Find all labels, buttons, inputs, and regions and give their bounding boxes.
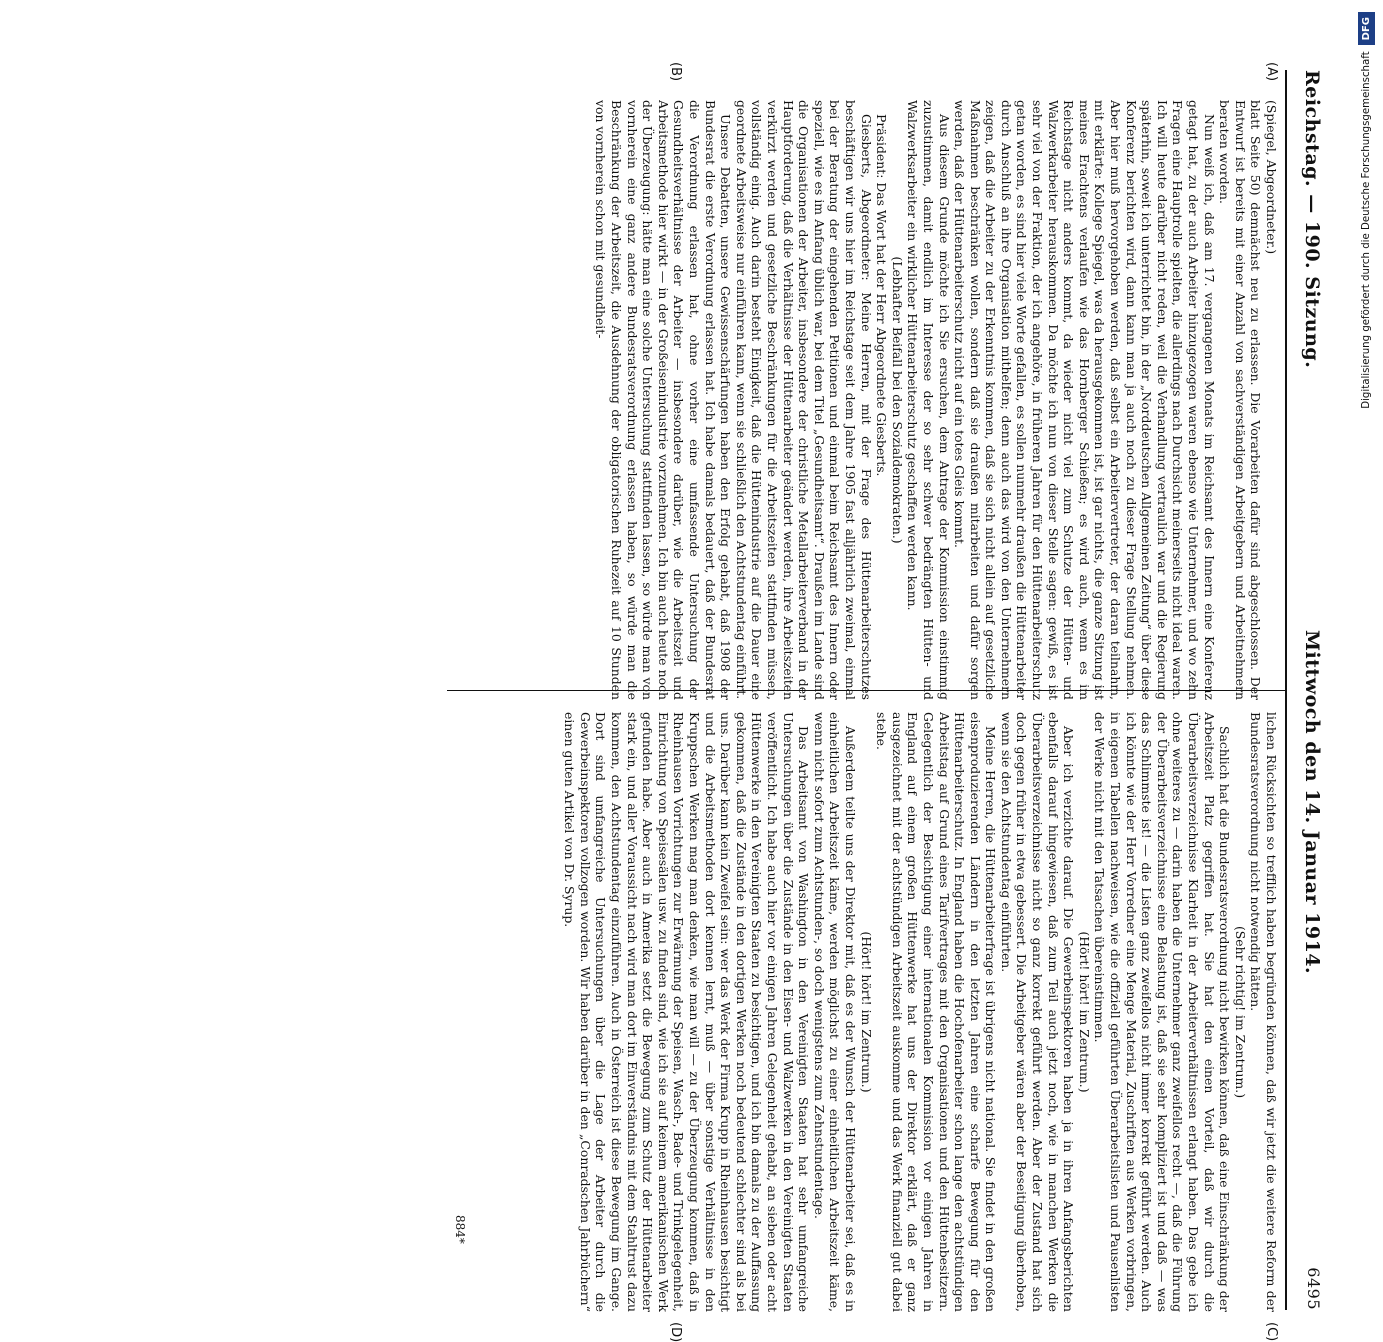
interjection: (Hört! hört! im Zentrum.) — [858, 931, 874, 1093]
paragraph: Unsere Debatten, unsere Gewissenschärfungen haben den Erfolg gehabt, daß 1908 der Bundesrat die erste Verordnung erlassen hat. Ich habe damals bedauert, daß der Bundesrat die Verordnung erlassen hat, ohne vorher eine umfassende Untersuchung der Gesundheitsverhältnisse der Arbeiter — insbesondere darüber, wie die Arbeitszeit und Arbeitsmethode hier wirkt — in der Großeisenindustrie vorzunehmen. Ich bin auch heute noch der Überzeugung: hätte man eine solche Untersuchung stattfinden lassen, so würde man von vornherein eine ganz andere Bundesratsverordnung erlassen haben, so würde man die Beschränkung der Arbeitszeit, die Ausdehnung der obligatorischen Ruhezeit auf 10 Stunden von vornherein schon mit gesundheit- — [593, 100, 734, 700]
page-header — [1293, 70, 1327, 1310]
signature-number: 884* — [453, 1215, 467, 1244]
paragraph: Aber ich verzichte darauf. Die Gewerbeinspektoren haben ja in ihren Anfangsberichten ebenfalls darauf hingewiesen, daß zum Teil auch jetzt noch, wie in manchen Werken die Überarbeitsverzeichnisse nicht so ganz korrekt geführt werden. Aber der Zustand hat sich doch gegen früher in etwa gebessert. Die Arbeitgeber wären aber der Beseitigung überhoben, wenn sie den Achtstundentag einführten. — [998, 712, 1077, 1312]
paragraph: Aus diesem Grunde möchte ich Sie ersuchen, dem Antrage der Kommission einstimmig zuzustimmen, damit endlich im Interesse der so sehr schwer bedrängten Hütten- und Walzwerksarbeiter ein wirklicher Hüttenarbeiterschutz geschaffen werden kann. — [905, 100, 952, 700]
paragraph: Präsident: Das Wort hat der Herr Abgeordnete Giesberts. — [874, 114, 890, 477]
header-left: Reichstag. — 190. Sitzung. — [1301, 70, 1323, 369]
speaker-line: (Spiegel, Abgeordneter.) — [1264, 100, 1279, 255]
margin-marker-c: (C) — [1264, 1322, 1279, 1342]
digitization-note — [1355, 12, 1377, 988]
applause-note: (Lebhafter Beifall bei den Sozialdemokraten.) — [889, 256, 905, 544]
paragraph: lichen Rücksichten so trefflich haben begründen können, daß wir jetzt die weitere Reform der Bundesratsverordnung nicht notwendig hätten. — [1248, 712, 1279, 1312]
margin-marker-d: (D) — [668, 1322, 683, 1342]
paragraph: Meine Herren, die Hüttenarbeiterfrage ist übrigens nicht national. Sie findet in den großen eisenproduzierenden Ländern in den letzten Jahren eine scharfe Bewegung für den Hüttenarbeiterschutz. In England haben die Hochofenarbeiter schon lange den achtstündigen Arbeitstag auf Grund eines Tarifvertrages mit den Organisationen und den Hüttenbesitzern. Gelegentlich der Besichtigung einer internationalen Kommission vor einigen Jahren in England auf einem großen Hüttenwerke hat uns der Direktor erklärt, daß er ganz ausgezeichnet mit der achtstündigen Arbeitszeit auskomme und das Werk finanziell gut dabei stehe. — [874, 712, 999, 1312]
paragraph: blatt Seite 50) demnächst neu zu erlassen. Die Vorarbeiten dafür sind abgeschlossen. Der Entwurf ist bereits mit einer Anzahl von sachverständigen Arbeitgebern und Arbeitnehmern beraten worden. — [1217, 100, 1264, 700]
interjection: (Hört! hört! im Zentrum.) — [1076, 931, 1092, 1093]
margin-marker-a: (A) — [1264, 62, 1279, 82]
paragraph: Sachlich hat die Bundesratsverordnung nicht bewirken können, daß eine Einschränkung der Arbeitszeit Platz gegriffen hat. Sie hat den einen Vorteil, daß wir durch die Überarbeitsverzeichnisse Klarheit in der Arbeiterverhältnissen erlangt haben. Das gebe ich ohne weiteres zu — darin haben die Unternehmer ganz zweifellos recht —, daß die Führung der Überarbeitsverzeichnisse eine Belastung ist, daß sie sehr kompliziert ist und daß — was das Schlimmste ist! — die Listen ganz zweifellos nicht immer korrekt geführt werden. Auch ich könnte wie der Herr Vorredner eine Menge Material, Zuschriften aus Werken vorbringen, in eigenen Tabellen nachweisen, wie die offiziell geführten Überarbeitslisten und Pausenlisten der Werke nicht mit den Tatsachen übereinstimmen. — [1092, 712, 1233, 1312]
paragraph: Außerdem teilte uns der Direktor mit, daß es der Wunsch der Hüttenarbeiter sei, daß es in einheitlichen Arbeitszeit käme, werden möglichst zu einer einheitlichen Arbeitszeit käme, wenn nicht sofort zum Achtstunden-, so doch wenigstens zum Zehnstundentage. — [811, 712, 858, 1312]
paragraph: Giesberts, Abgeordneter: Meine Herren, mit der Frage des Hüttenarbeiterschutzes beschäftigen wir uns hier im Reichstage seit dem Jahre 1905 fast alljährlich zweimal, einmal bei der Beratung der eingehenden Petitionen und einmal beim Reichsamt des Innern oder speziell, wie es im Anfang üblich war, bei dem Titel „Gesundheitsamt“. Draußen im Lande sind die Organisationen der Arbeiter, insbesondere der christliche Metallarbeiterverband in der Hauptforderung, daß die Verhältnisse der Hüttenarbeiter geändert werden, ihre Arbeitszeiten verkürzt werden und gesetzliche Beschränkungen für die Arbeitszeiten stattfinden müssen, vollständig einig. Auch darin besteht Einigkeit, daß die Hüttenindustrie auf die Dauer eine geordnete Arbeitsweise nur einführen kann, wenn sie schließlich den Achtstundentag einführt. — [733, 100, 874, 700]
dfg-logo: DFG — [1358, 12, 1375, 45]
margin-marker-b: (B) — [668, 62, 683, 82]
left-column — [449, 100, 1279, 700]
right-column — [449, 712, 1279, 1312]
paragraph: Das Arbeitsamt von Washington in den Vereinigten Staaten hat sehr umfangreiche Untersuchungen über die Zustände in den Eisen- und Walzwerken in den Vereinigten Staaten veröffentlicht. Ich habe auch hier vor einigen Jahren Gelegenheit gehabt, an sieben oder acht Hüttenwerke in den Vereinigten Staaten zu besichtigen, und ich bin damals zu der Auffassung gekommen, daß die Zustände in den dortigen Werken noch bedeutend schlechter sind als bei uns. Darüber kann kein Zweifel sein: wer das Werk der Firma Krupp in Rheinhausen besichtigt und die Arbeitsmethoden dort kennen lernt, muß — über sonstige Verhältnisse in den Kruppschen Werken mag man denken, wie man will — zu der Überzeugung kommen, daß in Rheinhausen Vorrichtungen zur Erwärmung der Speisen, Wasch-, Bade- und Trinkgelegenheit, Einrichtung von Speisesälen usw. zu finden sind, wie ich sie auf keinem amerikanischen Werk gefunden habe. Aber auch in Amerika setzt die Bewegung zum Schutz der Hüttenarbeiter stark ein, und aller Voraussicht nach wird man dort im Einverständnis mit dem Stahltrust dazu kommen, den Achtstundentag einzuführen. Auch in Österreich ist diese Bewegung im Gange. Dort sind umfangreiche Untersuchungen über die Lage der Arbeiter durch die Gewerbeinspektoren vollzogen worden. Wir haben darüber in den „Conradschen Jahrbüchern“ einen guten Artikel von Dr. Syrup. — [562, 712, 812, 1312]
interjection: (Sehr richtig! im Zentrum.) — [1232, 925, 1248, 1099]
page-number: 6495 — [1304, 1267, 1323, 1310]
funding-text: Digitalisierung gefördert durch die Deutsche Forschungsgemeinschaft — [1360, 51, 1372, 409]
header-date: Mittwoch den 14. Januar 1914. — [1301, 630, 1323, 975]
paragraph: Nun weiß ich, daß am 17. vergangenen Monats im Reichsamt des Innern eine Konferenz getagt hat, zu der auch Arbeiter hinzugezogen waren ebenso wie Unternehmer, und wo zehn Fragen eine Hauptrolle spielten, die allerdings nach Durchsicht meinerseits nicht ideal waren. Ich will heute darüber nicht reden, weil die Verhandlung vertraulich war und die Regierung späterhin, soweit ich unterrichtet bin, in der „Norddeutschen Allgemeinen Zeitung“ über diese Konferenz berichten wird, dann kann man ja auch noch zu dieser Frage Stellung nehmen. Aber hier muß hervorgehoben werden, daß selbst ein Arbeitervertreter, der daran teilnahm, mit erklärte: Kollege Spiegel, was da herausgekommen ist, ist gar nichts, die ganze Sitzung ist meines Erachtens verlaufen wie das Hornberger Schießen; es wird auch, wenn es im Reichstage nicht anders kommt, da wieder nicht viel zum Schutze der Hütten- und Walzwerkarbeiter herauskommen. Da möchte ich nun von dieser Stelle sagen: gewiß, es ist sehr viel von der Fraktion, der ich angehöre, in früheren Jahren für den Hüttenarbeiterschutz getan worden, es sind hier viele Worte gefallen, es sollen nunmehr draußen die Hüttenarbeiter durch Anschluß an ihre Organisation mithelfen; denn auch das wird von den Unternehmern zeigen, daß die Arbeiter zu der Erkenntnis kommen, daß sie sich nicht allein auf gesetzliche Maßnahmen beschränken wollen, sondern daß sie draußen mitarbeiten und dafür sorgen werden, daß der Hüttenarbeiterschutz nicht auf ein totes Gleis kommt. — [952, 100, 1217, 700]
